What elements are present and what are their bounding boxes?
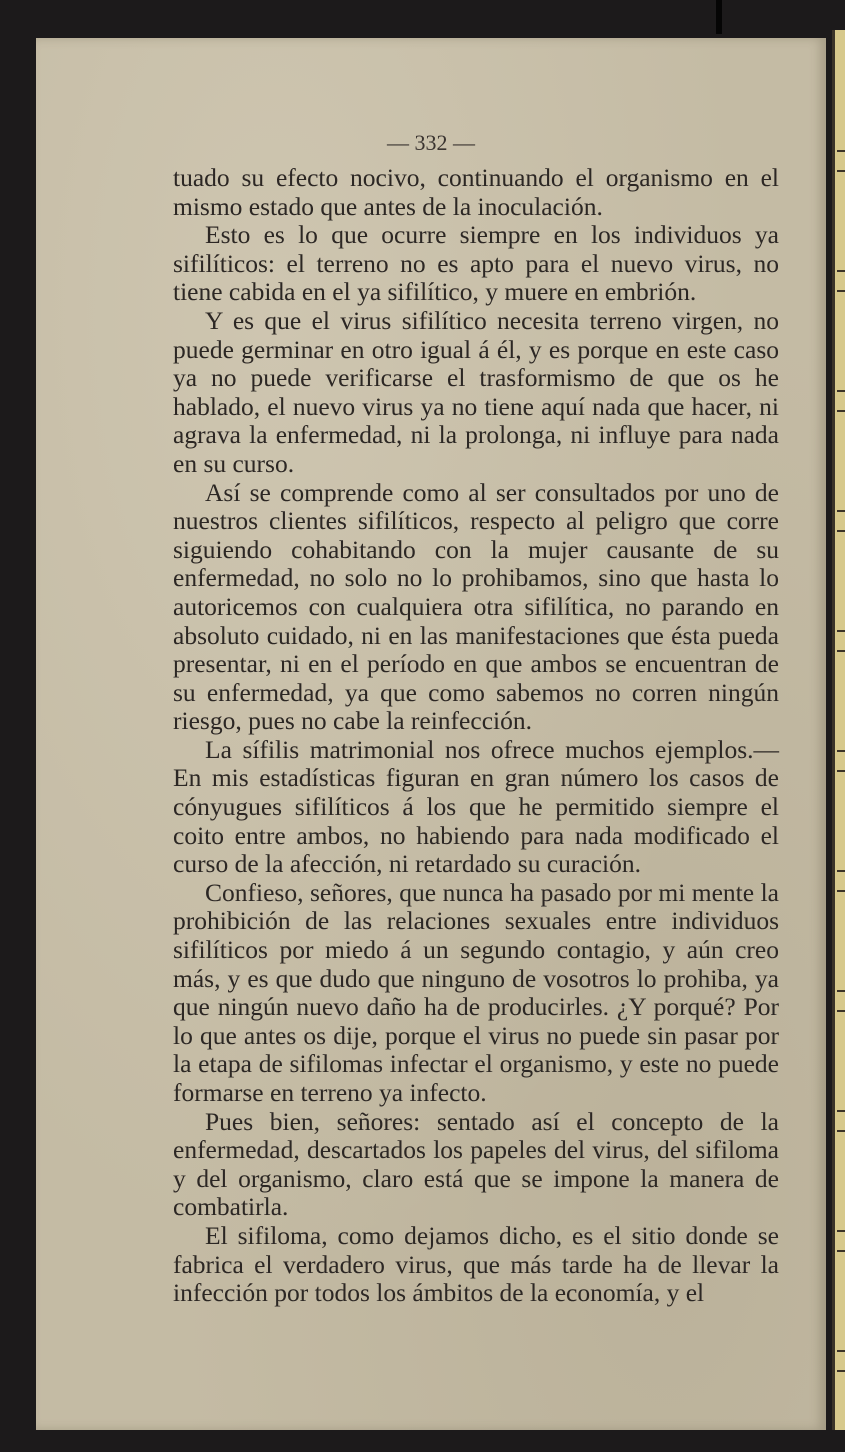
adjacent-book-edge (826, 0, 845, 1452)
paragraph-7: Pues bien, señores: sentado así el concepto de la enfermedad, descartados los papeles del virus, del sifiloma y del organismo, claro está que se impone la manera de combatirla. (173, 1106, 779, 1222)
paragraph-6: Confieso, señores, que nunca ha pasado por mi mente la prohibición de las relaciones sexuales entre individuos sifilíticos por miedo á un segundo contagio, y aún creo más, y es que dudo que ninguno de vosotros lo prohiba, ya que ningún nuevo daño ha de producirles. ¿Y porqué? Por lo que antes os dije, porque el virus no puede sin pasar por la etapa de sifilomas infectar el organismo, y este no puede formarse en terreno ya infecto. (173, 877, 779, 1107)
paragraph-5: La sífilis matrimonial nos ofrece muchos ejemplos.— En mis estadísticas figuran en gran número los casos de cónyugues sifilíticos á los que he permitido siempre el coito entre ambos, no habiendo para nada modificado el curso de la afección, ni retardado su curación. (173, 734, 779, 879)
paragraph-8: El sifiloma, como dejamos dicho, es el sitio donde se fabrica el verdadero virus, que más tarde ha de llevar la infección por todos los ámbitos de la economía, y el (173, 1220, 779, 1308)
adjacent-book-spine (832, 30, 845, 1430)
spine-ornament (837, 1110, 845, 1132)
spine-ornament (837, 870, 845, 892)
paragraph-2: Esto es lo que ocurre siempre en los individuos ya sifilíticos: el terreno no es apto para el nuevo virus, no tiene cabida en el ya sifilítico, y muere en embrión. (173, 220, 779, 307)
paragraph-3: Y es que el virus sifilítico necesita terreno virgen, no puede germinar en otro igual á él, y es porque en este caso ya no puede verificarse el trasformismo de que os he hablado, el nuevo virus ya no tiene aquí nada que hacer, ni agrava la enfermedad, ni la prolonga, ni influye para nada en su curso. (173, 305, 779, 478)
spine-ornament (837, 510, 845, 532)
spine-ornament (837, 270, 845, 292)
spine-ornament (837, 390, 845, 412)
body-text (173, 164, 779, 1308)
spine-ornament (837, 750, 845, 772)
spine-ornament (837, 1230, 845, 1252)
spine-ornament (837, 1350, 845, 1372)
spine-ornament (837, 990, 845, 1012)
spine-mark (716, 0, 722, 34)
page-number: — 332 — (387, 130, 475, 155)
paragraph-4: Así se comprende como al ser consultados por uno de nuestros clientes sifilíticos, respecto al peligro que corre siguiendo cohabitando con la mujer causante de su enfermedad, no solo no lo prohibamos, sino que hasta lo autoricemos con cualquiera otra sifilítica, no parando en absoluto cuidado, ni en las manifestaciones que ésta pueda presentar, ni en el período en que ambos se encuentran de su enfermedad, ya que como sabemos no corren ningún riesgo, pues no cabe la reinfección. (173, 477, 779, 736)
spine-ornament (837, 150, 845, 172)
spine-ornament (837, 630, 845, 652)
paragraph-1: tuado su efecto nocivo, continuando el organismo en el mismo estado que antes de la inoculación. (173, 163, 779, 221)
